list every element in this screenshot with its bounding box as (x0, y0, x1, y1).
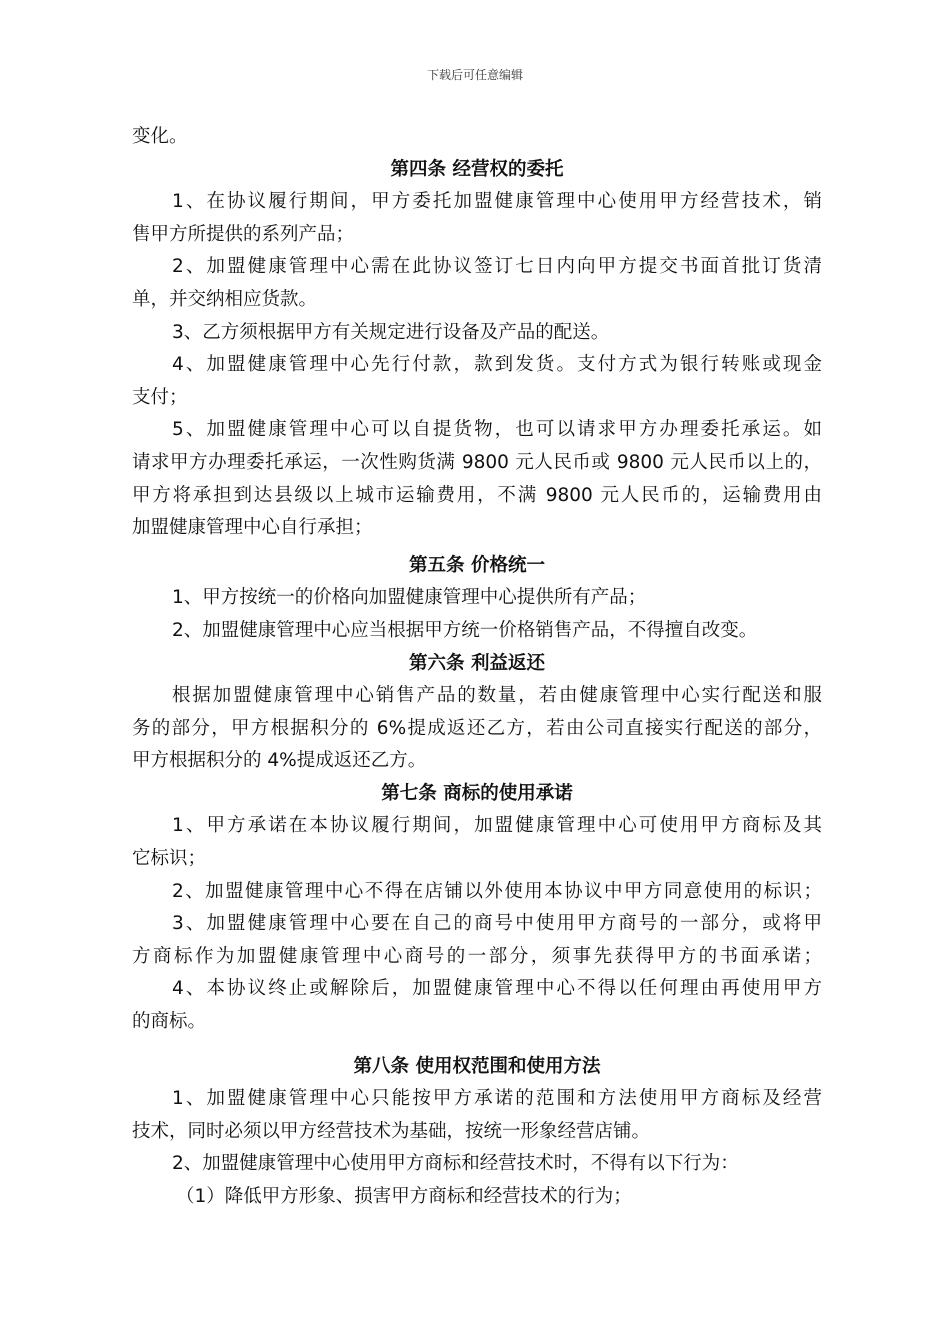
text-line: 技术，同时必须以甲方经营技术为基础，按统一形象经营店铺。 (132, 1120, 651, 1142)
text-line: 1、加盟健康管理中心只能按甲方承诺的范围和方法使用甲方商标及经营 (172, 1088, 822, 1110)
text-line: 2、加盟健康管理中心使用甲方商标和经营技术时，不得有以下行为： (172, 1153, 739, 1175)
text-line: 2、加盟健康管理中心需在此协议签订七日内向甲方提交书面首批订货清 (172, 256, 822, 278)
text-line: 方商标作为加盟健康管理中心商号的一部分，须事先获得甲方的书面承诺； (132, 945, 822, 967)
text-line: 4、本协议终止或解除后，加盟健康管理中心不得以任何理由再使用甲方 (172, 978, 822, 1000)
text-line: 1、在协议履行期间，甲方委托加盟健康管理中心使用甲方经营技术，销 (172, 191, 822, 213)
section-title-7: 第七条 商标的使用承诺 (381, 782, 573, 804)
text-line: 的商标。 (132, 1011, 207, 1033)
text-line: 5、加盟健康管理中心可以自提货物，也可以请求甲方办理委托承运。如 (172, 419, 822, 441)
text-line: 1、甲方按统一的价格向加盟健康管理中心提供所有产品； (172, 587, 647, 609)
page-header: 下载后可任意编辑 (426, 68, 523, 82)
text-line: 3、加盟健康管理中心要在自己的商号中使用甲方商号的一部分，或将甲 (172, 913, 822, 935)
text-line: 1、甲方承诺在本协议履行期间，加盟健康管理中心可使用甲方商标及其 (172, 815, 822, 837)
text-line: 2、加盟健康管理中心不得在店铺以外使用本协议中甲方同意使用的标识； (172, 880, 822, 902)
text-line: 4、加盟健康管理中心先行付款，款到发货。支付方式为银行转账或现金 (172, 354, 822, 376)
text-line: 根据加盟健康管理中心销售产品的数量，若由健康管理中心实行配送和服 (172, 685, 822, 707)
text-line: 它标识； (132, 848, 207, 870)
text-line: 变化。 (132, 126, 188, 147)
text-line: （1）降低甲方形象、损害甲方商标和经营技术的行为； (176, 1186, 632, 1207)
section-title-4: 第四条 经营权的委托 (390, 158, 564, 180)
text-line: 3、乙方须根据甲方有关规定进行设备及产品的配送。 (172, 321, 610, 343)
text-line: 甲方将承担到达县级以上城市运输费用，不满 9800 元人民币的，运输费用由 (132, 484, 822, 506)
section-title-8: 第八条 使用权范围和使用方法 (353, 1055, 601, 1077)
text-line: 2、加盟健康管理中心应当根据甲方统一价格销售产品，不得擅自改变。 (172, 619, 758, 641)
text-line: 加盟健康管理中心自行承担； (132, 517, 373, 539)
text-line: 甲方根据积分的 4%提成返还乙方。 (132, 750, 427, 772)
text-line: 务的部分，甲方根据积分的 6%提成返还乙方，若由公司直接实行配送的部分， (132, 717, 822, 739)
section-title-5: 第五条 价格统一 (409, 554, 545, 576)
text-line: 单，并交纳相应货款。 (132, 288, 318, 310)
section-title-6: 第六条 利益返还 (409, 652, 545, 674)
text-line: 售甲方所提供的系列产品； (132, 223, 355, 245)
document-body (132, 121, 822, 1214)
text-line: 请求甲方办理委托承运，一次性购货满 9800 元人民币或 9800 元人民币以上的， (132, 451, 822, 473)
text-line: 支付； (132, 386, 188, 408)
